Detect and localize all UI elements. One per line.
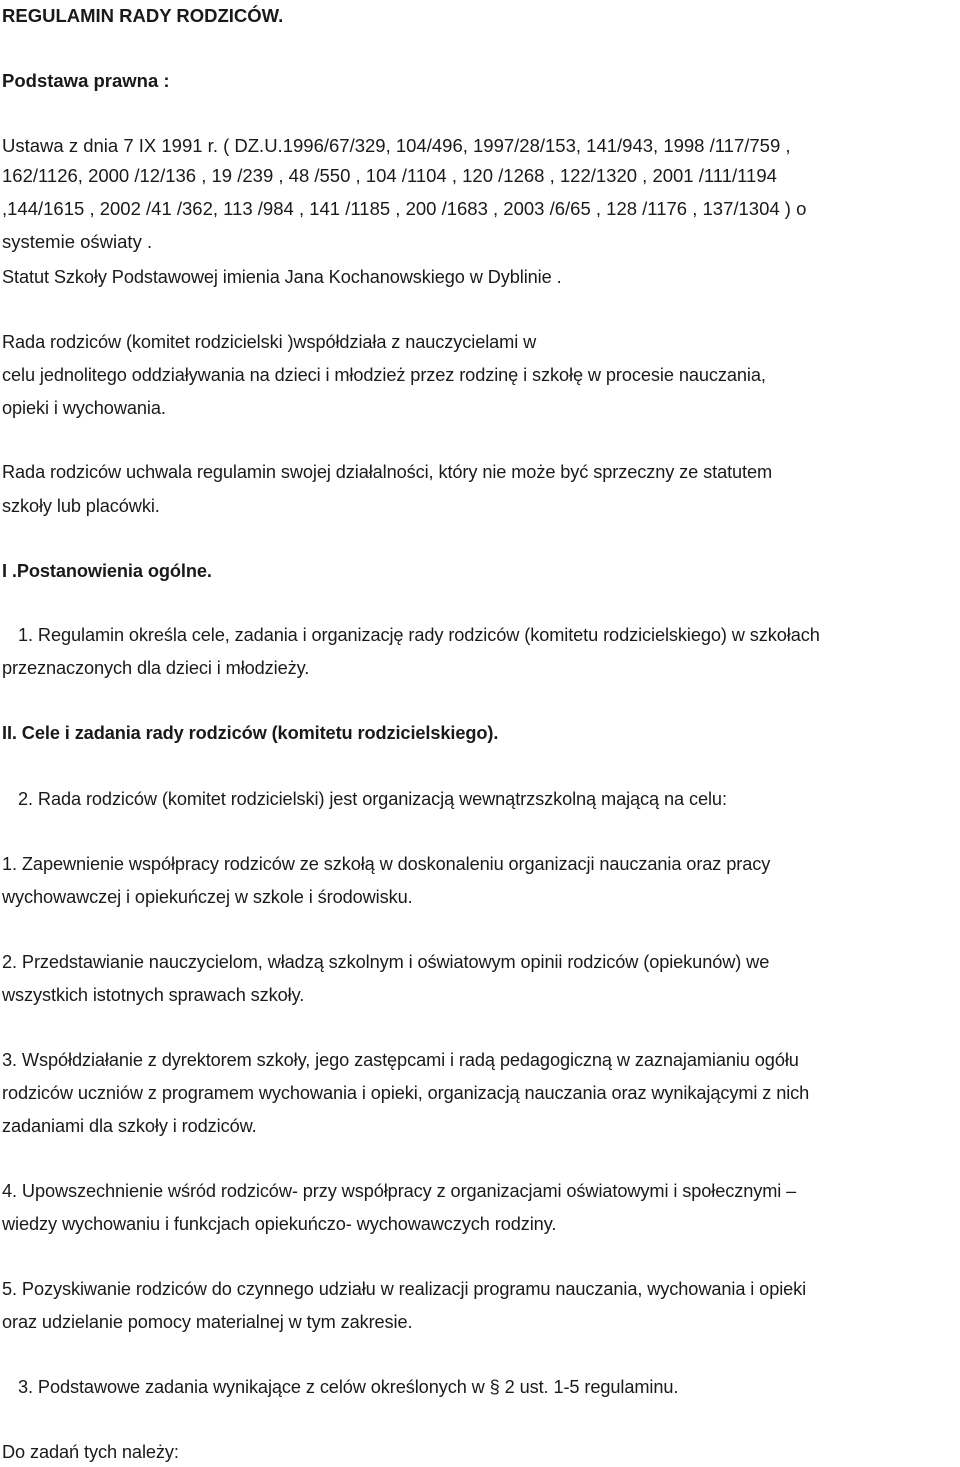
goal-line: oraz udzielanie pomocy materialnej w tym zakresie.	[2, 1312, 413, 1332]
goal-line: 2. Przedstawianie nauczycielom, władzą szkolnym i oświatowym opinii rodziców (opiekunów) we	[2, 952, 770, 972]
intro-paragraph-line: Rada rodziców (komitet rodzicielski )współdziała z nauczycielami w	[2, 332, 537, 352]
goal-line: zadaniami dla szkoły i rodziców.	[2, 1116, 257, 1136]
regulation-paragraph-line: szkoły lub placówki.	[2, 496, 160, 516]
section-1-heading: I .Postanowienia ogólne.	[2, 561, 212, 581]
tasks-intro: Do zadań tych należy:	[2, 1442, 179, 1462]
section-2-heading: II. Cele i zadania rady rodziców (komitetu rodzicielskiego).	[2, 723, 499, 743]
section-2-item: 2. Rada rodziców (komitet rodzicielski) jest organizacją wewnątrzszkolną mającą na celu:	[18, 789, 727, 809]
section-1-item-line: 1. Regulamin określa cele, zadania i organizację rady rodziców (komitetu rodzicielskiego) w szkołach	[18, 625, 820, 645]
section-1-item-line: przeznaczonych dla dzieci i młodzieży.	[2, 658, 310, 678]
document-title: REGULAMIN RADY RODZICÓW.	[2, 5, 284, 26]
goal-line: wiedzy wychowaniu i funkcjach opiekuńczo- wychowawczych rodziny.	[2, 1214, 557, 1234]
goal-line: 4. Upowszechnienie wśród rodziców- przy współpracy z organizacjami oświatowymi i społecznymi –	[2, 1181, 797, 1201]
intro-paragraph-line: opieki i wychowania.	[2, 398, 166, 418]
statute-reference: Statut Szkoły Podstawowej imienia Jana Kochanowskiego w Dyblinie .	[2, 267, 562, 287]
goal-line: wychowawczej i opiekuńczej w szkole i środowisku.	[2, 887, 413, 907]
legal-basis-heading: Podstawa prawna :	[2, 70, 170, 91]
legal-basis-line: ,144/1615 , 2002 /41 /362, 113 /984 , 141 /1185 , 200 /1683 , 2003 /6/65 , 128 /1176 , 137/1304 ) o	[2, 198, 807, 219]
goal-line: rodziców uczniów z programem wychowania i opieki, organizacją nauczania oraz wynikającymi z nich	[2, 1083, 810, 1103]
goal-line: 5. Pozyskiwanie rodziców do czynnego udziału w realizacji programu nauczania, wychowania i opieki	[2, 1279, 807, 1299]
goal-line: 3. Współdziałanie z dyrektorem szkoły, jego zastępcami i radą pedagogiczną w zaznajamianiu ogółu	[2, 1050, 799, 1070]
section-3-item: 3. Podstawowe zadania wynikające z celów określonych w § 2 ust. 1-5 regulaminu.	[18, 1377, 679, 1397]
regulation-paragraph-line: Rada rodziców uchwala regulamin swojej działalności, który nie może być sprzeczny ze statutem	[2, 462, 773, 482]
goal-line: wszystkich istotnych sprawach szkoły.	[2, 985, 305, 1005]
legal-basis-line: Ustawa z dnia 7 IX 1991 r. ( DZ.U.1996/67/329, 104/496, 1997/28/153, 141/943, 1998 /117/759 ,	[2, 135, 791, 156]
legal-basis-line: systemie oświaty .	[2, 231, 153, 252]
intro-paragraph-line: celu jednolitego oddziaływania na dzieci i młodzież przez rodzinę i szkołę w procesie nauczania,	[2, 365, 766, 385]
legal-basis-line: 162/1126, 2000 /12/136 , 19 /239 , 48 /550 , 104 /1104 , 120 /1268 , 122/1320 , 2001 /111/1194	[2, 165, 777, 186]
goal-line: 1. Zapewnienie współpracy rodziców ze szkołą w doskonaleniu organizacji nauczania oraz pracy	[2, 854, 771, 874]
